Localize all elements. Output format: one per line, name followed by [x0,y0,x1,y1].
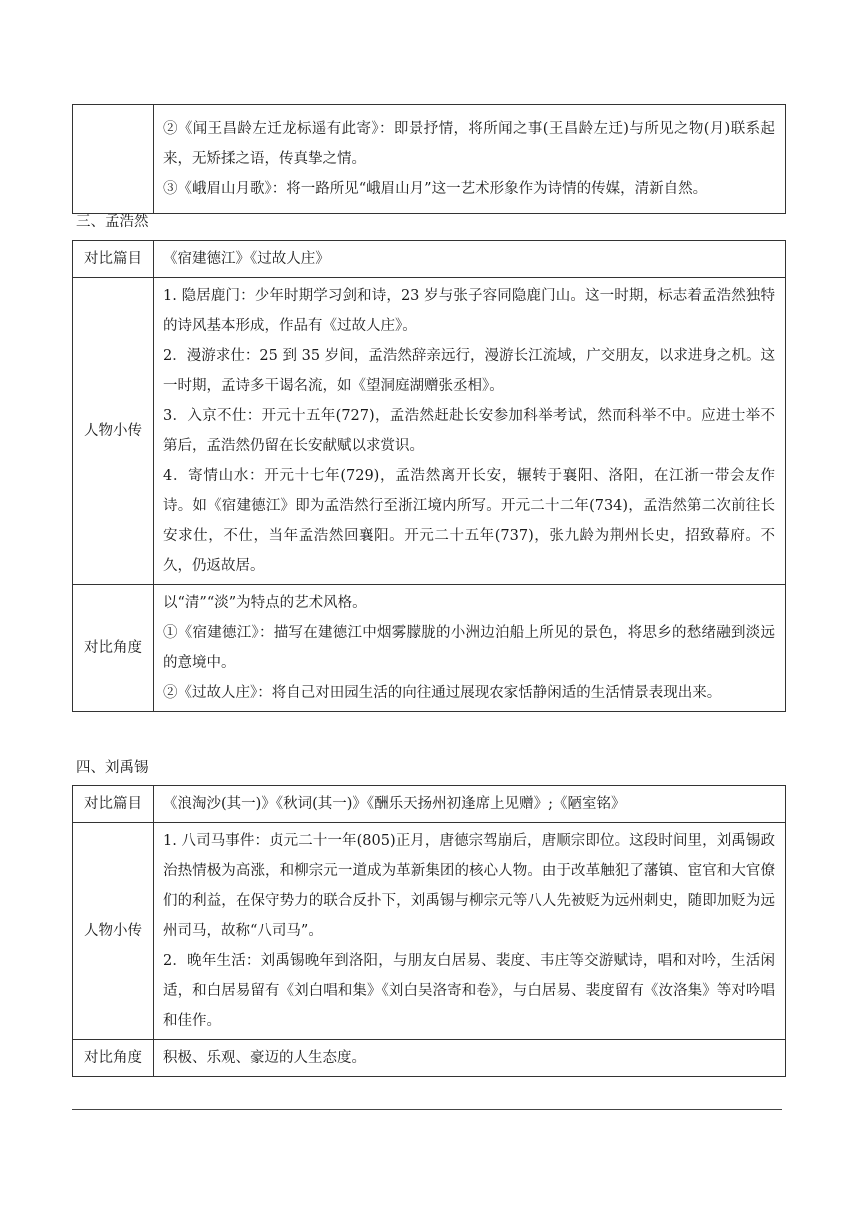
list-item: 2．漫游求仕：25 到 35 岁间，孟浩然辞亲远行，漫游长江流域，广交朋友，以求进身之机。这一时期，孟诗多干谒名流，如《望洞庭湖赠张丞相》。 [163,348,775,394]
li-bai-table-continued [72,104,786,214]
section-title-meng-haoran: 三、孟浩然 [76,214,149,230]
list-item: 2．晚年生活：刘禹锡晚年到洛阳，与朋友白居易、裴度、韦庄等交游赋诗，唱和对吟，生活闲适，和白居易留有《刘白唱和集》《刘白吴洛寄和卷》，与白居易、裴度留有《汝洛集》等对吟唱和佳作。 [163,953,775,1029]
angle-content [154,585,786,712]
bio-label: 人物小传 [73,823,154,1040]
list-item: 1. 隐居鹿门：少年时期学习剑和诗，23 岁与张子容同隐鹿门山。这一时期，标志着孟浩然独特的诗风基本形成，作品有《过故人庄》。 [163,288,775,334]
bio-content [154,823,786,1040]
list-item: ②《过故人庄》：将自己对田园生活的向往通过展现农家恬静闲适的生活情景表现出来。 [163,685,722,701]
bio-content [154,278,786,585]
works-label: 对比篇目 [73,786,154,823]
footer-rule [72,1109,782,1110]
empty-label-cell [73,105,154,214]
list-item: ①《宿建德江》：描写在建德江中烟雾朦胧的小洲边泊船上所见的景色，将思乡的愁绪融到淡远的意境中。 [163,625,775,671]
angle-label: 对比角度 [73,585,154,712]
section-title-liu-yuxi: 四、刘禹锡 [76,760,149,776]
meng-haoran-table [72,240,786,712]
table-row [73,278,786,585]
table-row [73,823,786,1040]
list-item: 以“清”“淡”为特点的艺术风格。 [163,595,367,611]
bio-label: 人物小传 [73,278,154,585]
angle-content-cell [154,105,786,214]
list-item: ②《闻王昌龄左迁龙标遥有此寄》：即景抒情，将所闻之事(王昌龄左迁)与所见之物(月)联系起来，无矫揉之语，传真挚之情。 [163,121,775,167]
list-item: ③《峨眉山月歌》：将一路所见“峨眉山月”这一艺术形象作为诗情的传媒，清新自然。 [163,181,708,197]
list-item: 4．寄情山水：开元十七年(729)，孟浩然离开长安，辗转于襄阳、洛阳，在江浙一带会友作诗。如《宿建德江》即为孟浩然行至浙江境内所写。开元二十二年(734)，孟浩然第二次前往长安求仕，不仕，当年孟浩然回襄阳。开元二十五年(737)，张九龄为荆州长史，招致幕府。不久，仍返故居。 [163,468,775,574]
table-row [73,786,786,823]
table-row [73,241,786,278]
works-value: 《浪淘沙(其一)》《秋词(其一)》《酬乐天扬州初逢席上见赠》;《陋室铭》 [154,786,786,823]
list-item: 1. 八司马事件：贞元二十一年(805)正月，唐德宗驾崩后，唐顺宗即位。这段时间里，刘禹锡政治热情极为高涨，和柳宗元一道成为革新集团的核心人物。由于改革触犯了藩镇、宦官和大官僚们的利益，在保守势力的联合反扑下，刘禹锡与柳宗元等八人先被贬为远州刺史，随即加贬为远州司马，故称“八司马”。 [163,833,775,939]
liu-yuxi-table [72,785,786,1077]
angle-value: 积极、乐观、豪迈的人生态度。 [154,1040,786,1077]
table-row [73,1040,786,1077]
works-label: 对比篇目 [73,241,154,278]
angle-label: 对比角度 [73,1040,154,1077]
works-value: 《宿建德江》《过故人庄》 [154,241,786,278]
table-row [73,105,786,214]
list-item: 3．入京不仕：开元十五年(727)，孟浩然赶赴长安参加科举考试，然而科举不中。应进士举不第后，孟浩然仍留在长安献赋以求赏识。 [163,408,775,454]
table-row [73,585,786,712]
